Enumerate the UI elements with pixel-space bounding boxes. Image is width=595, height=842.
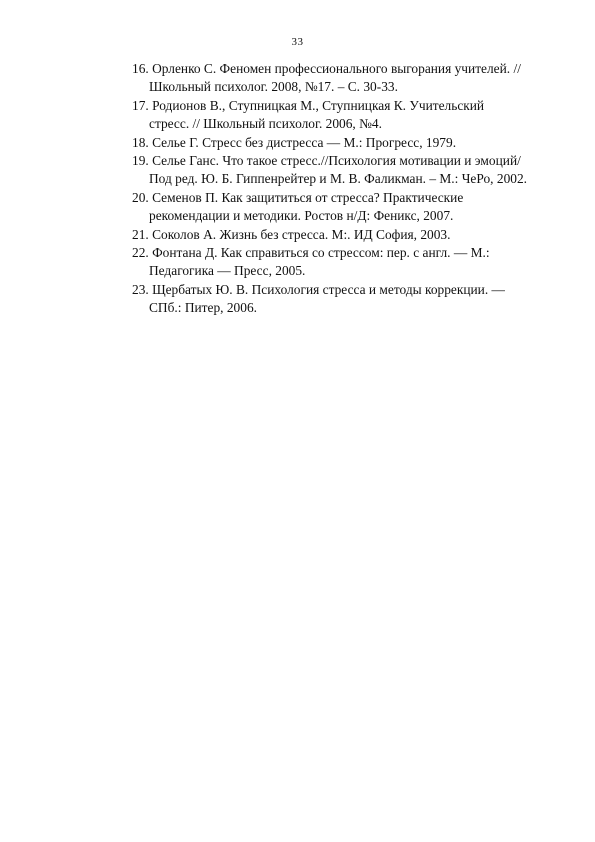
reference-line: стресс. // Школьный психолог. 2006, №4. xyxy=(149,116,382,132)
reference-line: 21. Соколов А. Жизнь без стресса. М:. ИД София, 2003. xyxy=(132,226,451,242)
page-number: 33 xyxy=(291,36,304,48)
reference-item xyxy=(132,97,562,134)
reference-line: 22. Фонтана Д. Как справиться со стрессом: пер. с англ. — М.: xyxy=(132,245,490,261)
reference-line: 19. Селье Ганс. Что такое стресс.//Психология мотивации и эмоций/ xyxy=(132,153,521,169)
reference-item xyxy=(132,152,562,189)
reference-item xyxy=(132,60,562,97)
reference-item xyxy=(132,281,562,318)
reference-list xyxy=(132,60,562,318)
reference-line: рекомендации и методики. Ростов н/Д: Феникс, 2007. xyxy=(149,208,454,224)
reference-item xyxy=(132,189,562,226)
reference-line: 18. Селье Г. Стресс без дистресса — М.: Прогресс, 1979. xyxy=(132,134,457,150)
reference-item xyxy=(132,226,562,244)
reference-item xyxy=(132,134,562,152)
reference-line: 16. Орленко С. Феномен профессионального выгорания учителей. // xyxy=(132,61,521,76)
reference-line: 20. Семенов П. Как защититься от стресса? Практические xyxy=(132,189,464,205)
reference-item xyxy=(132,244,562,281)
reference-line: Педагогика — Пресс, 2005. xyxy=(149,263,306,279)
reference-line: 17. Родионов В., Ступницкая М., Ступницкая К. Учительский xyxy=(132,97,485,113)
reference-line: Под ред. Ю. Б. Гиппенрейтер и М. В. Фаликман. – М.: ЧеРо, 2002. xyxy=(149,171,528,187)
reference-line: Школьный психолог. 2008, №17. – С. 30-33. xyxy=(149,79,398,95)
reference-line: СПб.: Питер, 2006. xyxy=(149,300,257,316)
reference-line: 23. Щербатых Ю. В. Психология стресса и методы коррекции. — xyxy=(132,281,505,297)
